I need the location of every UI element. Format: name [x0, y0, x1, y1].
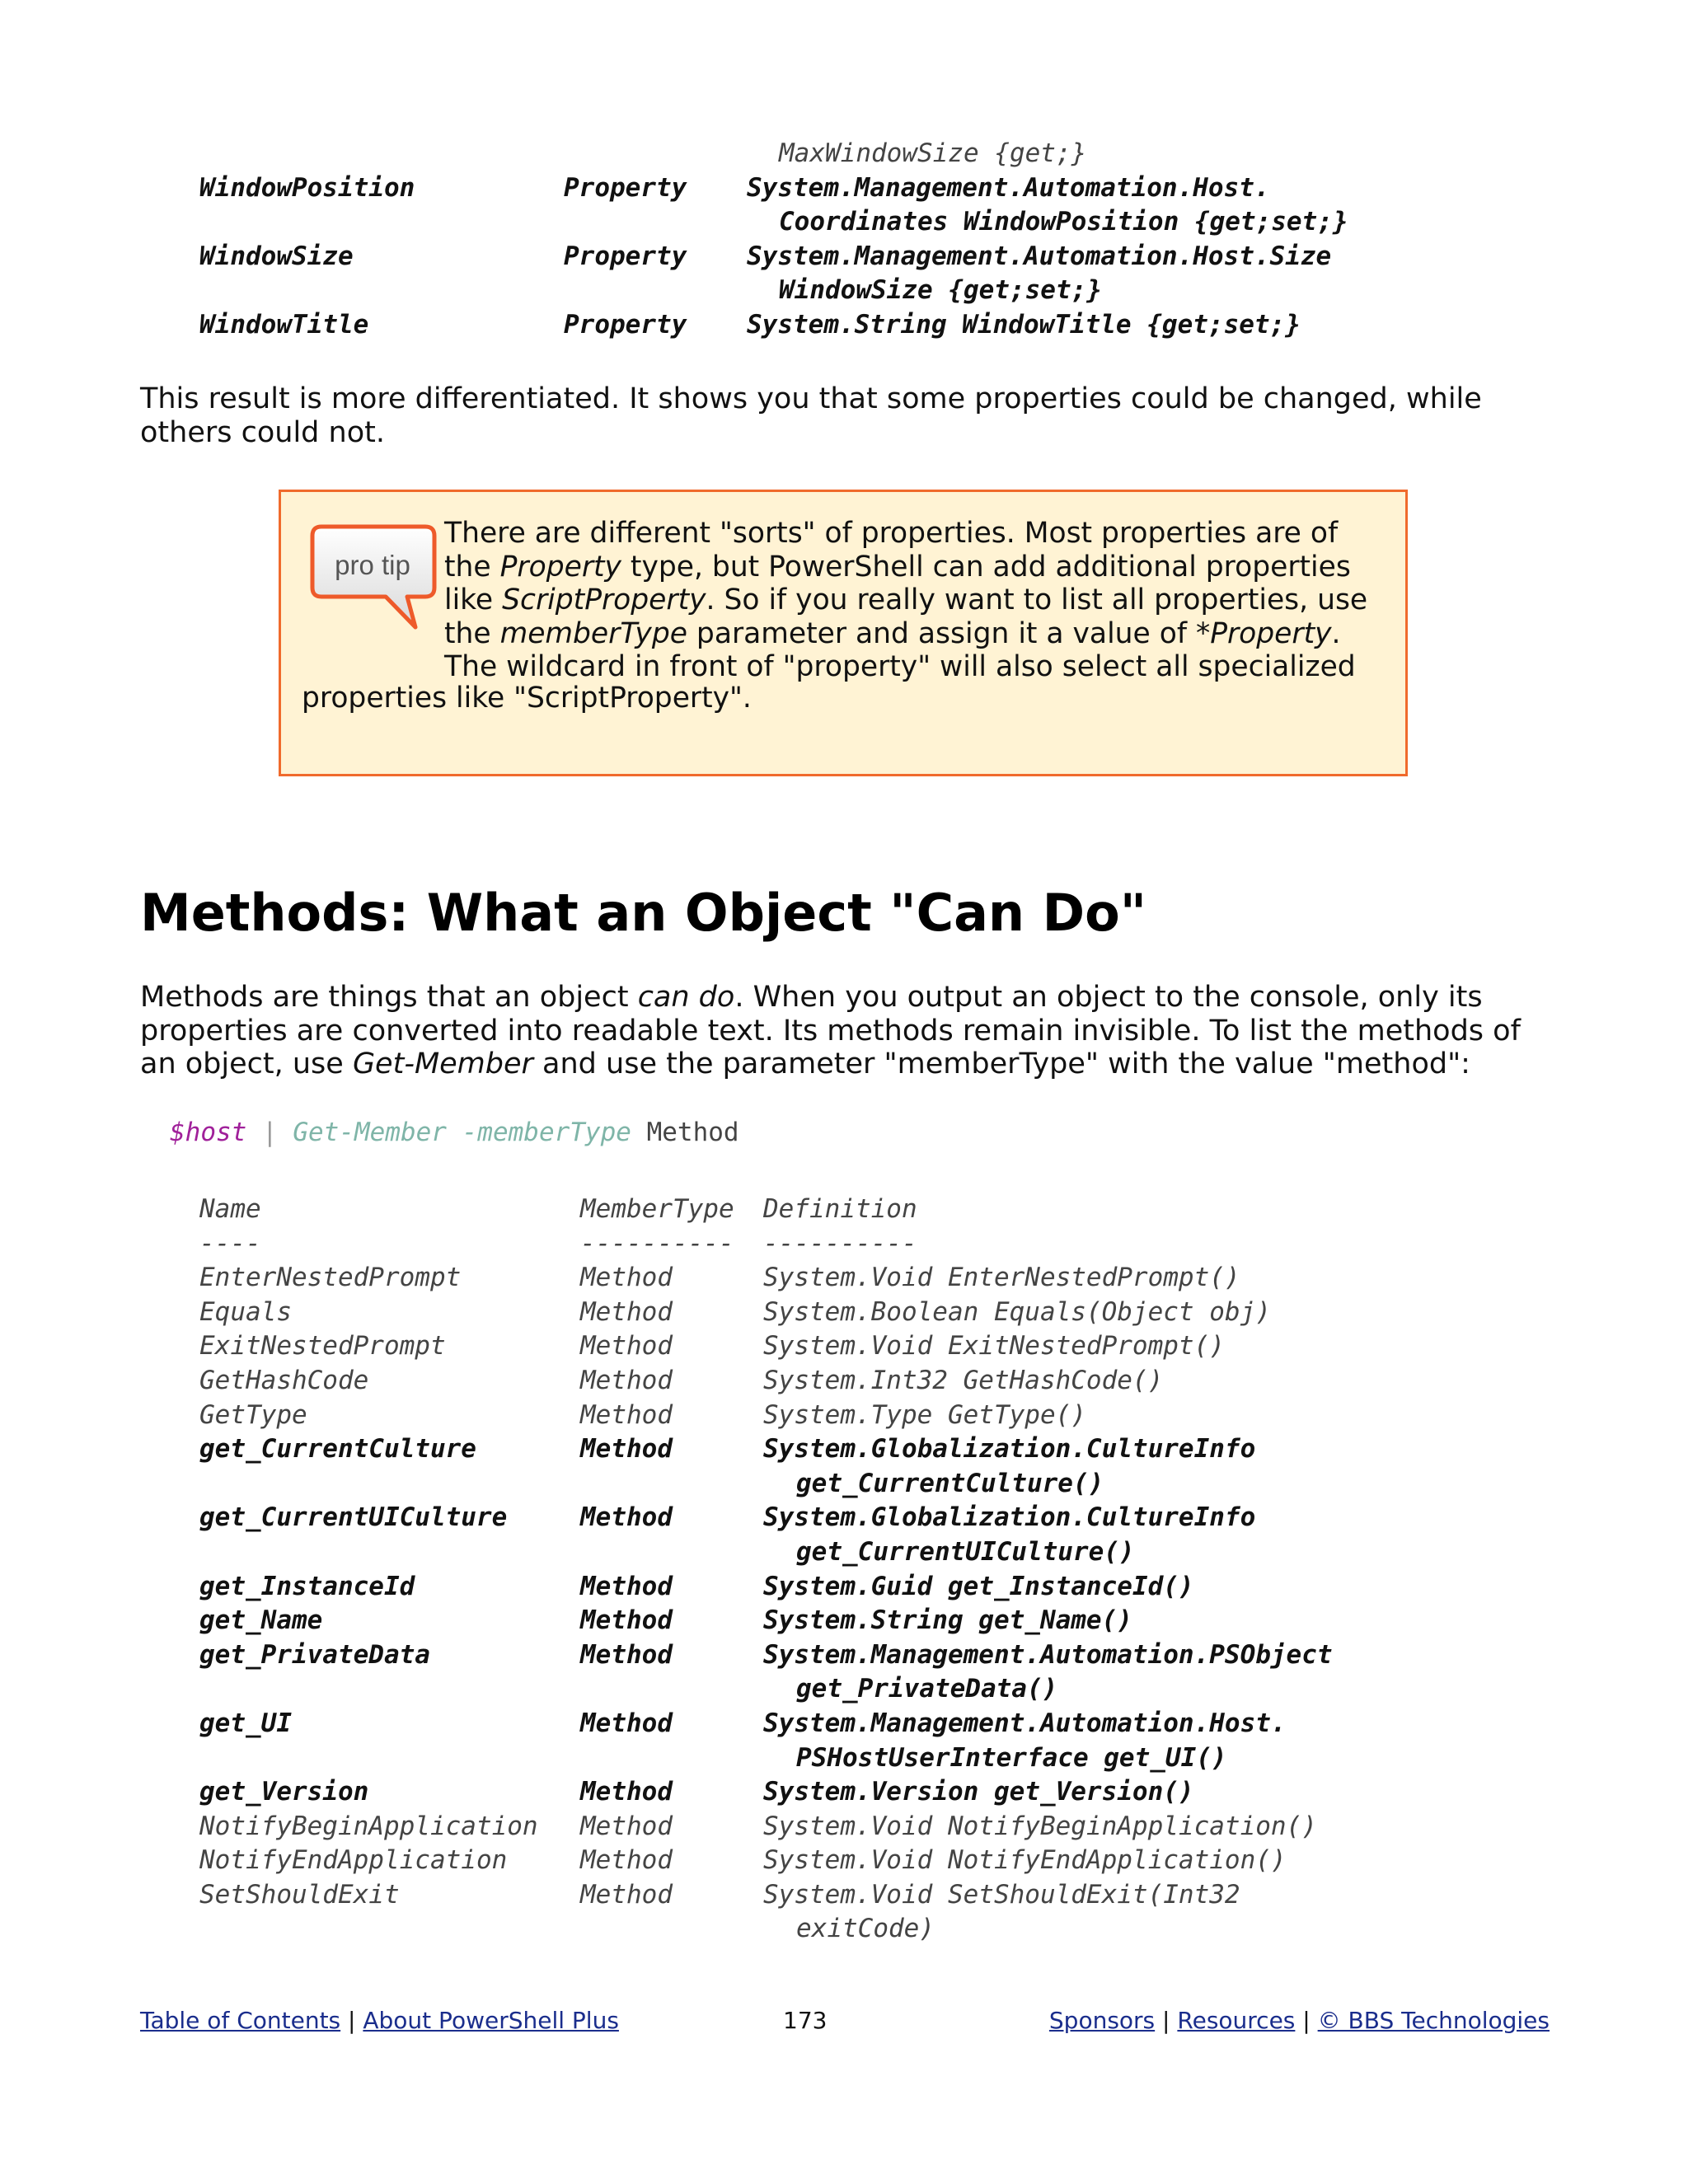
- intro-text: This result is more differentiated. It shows you that some properties could be changed, while others could not.: [140, 382, 1482, 449]
- member-name: get_CurrentCulture: [199, 1434, 476, 1465]
- member-definition: System.Management.Automation.PSObject: [763, 1639, 1333, 1670]
- methods-text-can-do: can do: [637, 981, 735, 1014]
- member-definition: System.String WindowTitle {get;set;}: [747, 309, 1301, 340]
- methods-paragraph: [140, 981, 1558, 1081]
- member-type: Property: [564, 172, 687, 203]
- member-name: get_Version: [199, 1777, 369, 1807]
- definition-continuation: exitCode): [796, 1914, 935, 1944]
- table-of-contents-link[interactable]: Table of Contents: [140, 2007, 341, 2034]
- member-name: GetHashCode: [199, 1365, 369, 1395]
- member-type: Method: [580, 1639, 673, 1670]
- definition-continuation: get_PrivateData(): [796, 1674, 1058, 1704]
- about-powershell-plus-link[interactable]: About PowerShell Plus: [363, 2007, 619, 2034]
- member-name: GetType: [199, 1399, 307, 1430]
- tip-text-3: type, but PowerShell can add additional properties like: [444, 550, 1351, 616]
- member-type: ----------: [580, 1228, 734, 1258]
- member-type: Method: [580, 1365, 673, 1395]
- command-argument: Method: [631, 1118, 739, 1147]
- member-definition: ----------: [763, 1228, 917, 1258]
- command-cmdlet: Get-Member -memberType: [293, 1118, 631, 1147]
- definition-continuation: MaxWindowSize {get;}: [779, 138, 1087, 168]
- member-type: MemberType: [580, 1194, 734, 1224]
- member-type: Method: [580, 1708, 673, 1738]
- pro-tip-label: pro tip: [335, 550, 410, 580]
- member-definition: System.Void SetShouldExit(Int32: [763, 1879, 1240, 1910]
- footer-separator: |: [1155, 2007, 1178, 2034]
- member-name: ----: [199, 1228, 261, 1258]
- tip-text-7: parameter and assign it a value of: [687, 616, 1196, 650]
- member-type: Method: [580, 1296, 673, 1327]
- definition-continuation: get_CurrentUICulture(): [796, 1536, 1135, 1567]
- member-definition: System.Globalization.CultureInfo: [763, 1434, 1256, 1465]
- methods-text-3: . When you output an object to the console, only its properties are converted into readable text. Its methods remain invisible. To list the methods of an object, use: [140, 981, 1521, 1080]
- pro-tip-box: [279, 490, 1408, 776]
- member-definition: System.Type GetType(): [763, 1399, 1086, 1430]
- footer-left-links: [140, 2003, 619, 2039]
- member-definition: Definition: [763, 1194, 917, 1224]
- sponsors-link[interactable]: Sponsors: [1048, 2007, 1156, 2034]
- member-definition: System.Int32 GetHashCode(): [763, 1365, 1164, 1395]
- member-definition: System.Void ExitNestedPrompt(): [763, 1331, 1225, 1361]
- command-variable: $host: [170, 1118, 247, 1147]
- definition-continuation: Coordinates WindowPosition {get;set;}: [779, 207, 1348, 237]
- member-name: NotifyBeginApplication: [199, 1811, 538, 1841]
- member-name: WindowPosition: [199, 172, 415, 203]
- member-name: ExitNestedPrompt: [199, 1331, 446, 1361]
- tip-text-membertype: memberType: [499, 616, 687, 650]
- methods-text-1: Methods are things that an object: [140, 981, 638, 1014]
- member-type: Property: [564, 241, 687, 271]
- pro-tip-icon: [310, 523, 438, 635]
- tip-text-wildcard: *Property: [1195, 616, 1332, 650]
- methods-text-get-member: Get-Member: [352, 1047, 533, 1080]
- footer-separator: |: [1295, 2007, 1318, 2034]
- copyright-link[interactable]: © BBS Technologies: [1317, 2007, 1550, 2034]
- member-definition: System.Void NotifyEndApplication(): [763, 1845, 1287, 1876]
- member-name: WindowSize: [199, 241, 354, 271]
- member-name: Name: [199, 1194, 261, 1224]
- member-definition: System.Void NotifyBeginApplication(): [763, 1811, 1317, 1841]
- member-type: Method: [580, 1502, 673, 1533]
- tip-text-property: Property: [499, 550, 621, 583]
- member-definition: System.Void EnterNestedPrompt(): [763, 1263, 1240, 1293]
- tip-text-1: There are different "sorts" of properties. Most properties are of the: [444, 517, 1339, 583]
- definition-continuation: get_CurrentCulture(): [796, 1468, 1104, 1498]
- member-definition: System.Version get_Version(): [763, 1777, 1194, 1807]
- tip-text-5: . So if you really want to list all properties, use the: [444, 583, 1368, 650]
- member-type: Method: [580, 1605, 673, 1636]
- footer-separator: |: [340, 2007, 363, 2034]
- member-definition: System.Guid get_InstanceId(): [763, 1571, 1194, 1601]
- member-type: Method: [580, 1777, 673, 1807]
- page-number: 173: [783, 2007, 828, 2034]
- command-line: [170, 1118, 739, 1147]
- tip-text-9: . The wildcard in front of "property" will also select all specialized: [444, 616, 1356, 683]
- intro-paragraph: [140, 382, 1558, 449]
- member-type: Method: [580, 1263, 673, 1293]
- member-name: get_UI: [199, 1708, 292, 1738]
- member-name: WindowTitle: [199, 309, 369, 340]
- page-footer: [140, 2003, 1550, 2039]
- member-type: Method: [580, 1331, 673, 1361]
- member-type: Method: [580, 1571, 673, 1601]
- footer-right-links: [1049, 2003, 1550, 2039]
- resources-link[interactable]: Resources: [1177, 2007, 1296, 2034]
- member-name: get_CurrentUICulture: [199, 1502, 508, 1533]
- member-type: Method: [580, 1845, 673, 1876]
- member-name: get_InstanceId: [199, 1571, 415, 1601]
- member-type: Property: [564, 309, 687, 340]
- member-name: get_Name: [199, 1605, 323, 1636]
- definition-continuation: WindowSize {get;set;}: [779, 275, 1102, 306]
- member-name: EnterNestedPrompt: [199, 1263, 462, 1293]
- definition-continuation: PSHostUserInterface get_UI(): [796, 1742, 1227, 1773]
- member-definition: System.Management.Automation.Host.Size: [747, 241, 1332, 271]
- member-type: Method: [580, 1811, 673, 1841]
- member-name: NotifyEndApplication: [199, 1845, 508, 1876]
- member-definition: System.String get_Name(): [763, 1605, 1132, 1636]
- methods-text-5: and use the parameter "memberType" with the value "method":: [532, 1047, 1470, 1080]
- member-type: Method: [580, 1879, 673, 1910]
- member-name: Equals: [199, 1296, 292, 1327]
- tip-text-scriptproperty: ScriptProperty: [502, 583, 706, 616]
- member-definition: System.Management.Automation.Host.: [763, 1708, 1287, 1738]
- pro-tip-text: [444, 517, 1384, 684]
- member-name: get_PrivateData: [199, 1639, 430, 1670]
- member-type: Method: [580, 1434, 673, 1465]
- tip-text-last-line: properties like "ScriptProperty".: [302, 682, 752, 715]
- member-type: Method: [580, 1399, 673, 1430]
- command-pipe: |: [246, 1118, 293, 1147]
- member-definition: System.Management.Automation.Host.: [747, 172, 1270, 203]
- section-title: Methods: What an Object "Can Do": [140, 883, 1147, 943]
- member-name: SetShouldExit: [199, 1879, 400, 1910]
- member-definition: System.Boolean Equals(Object obj): [763, 1296, 1271, 1327]
- member-definition: System.Globalization.CultureInfo: [763, 1502, 1256, 1533]
